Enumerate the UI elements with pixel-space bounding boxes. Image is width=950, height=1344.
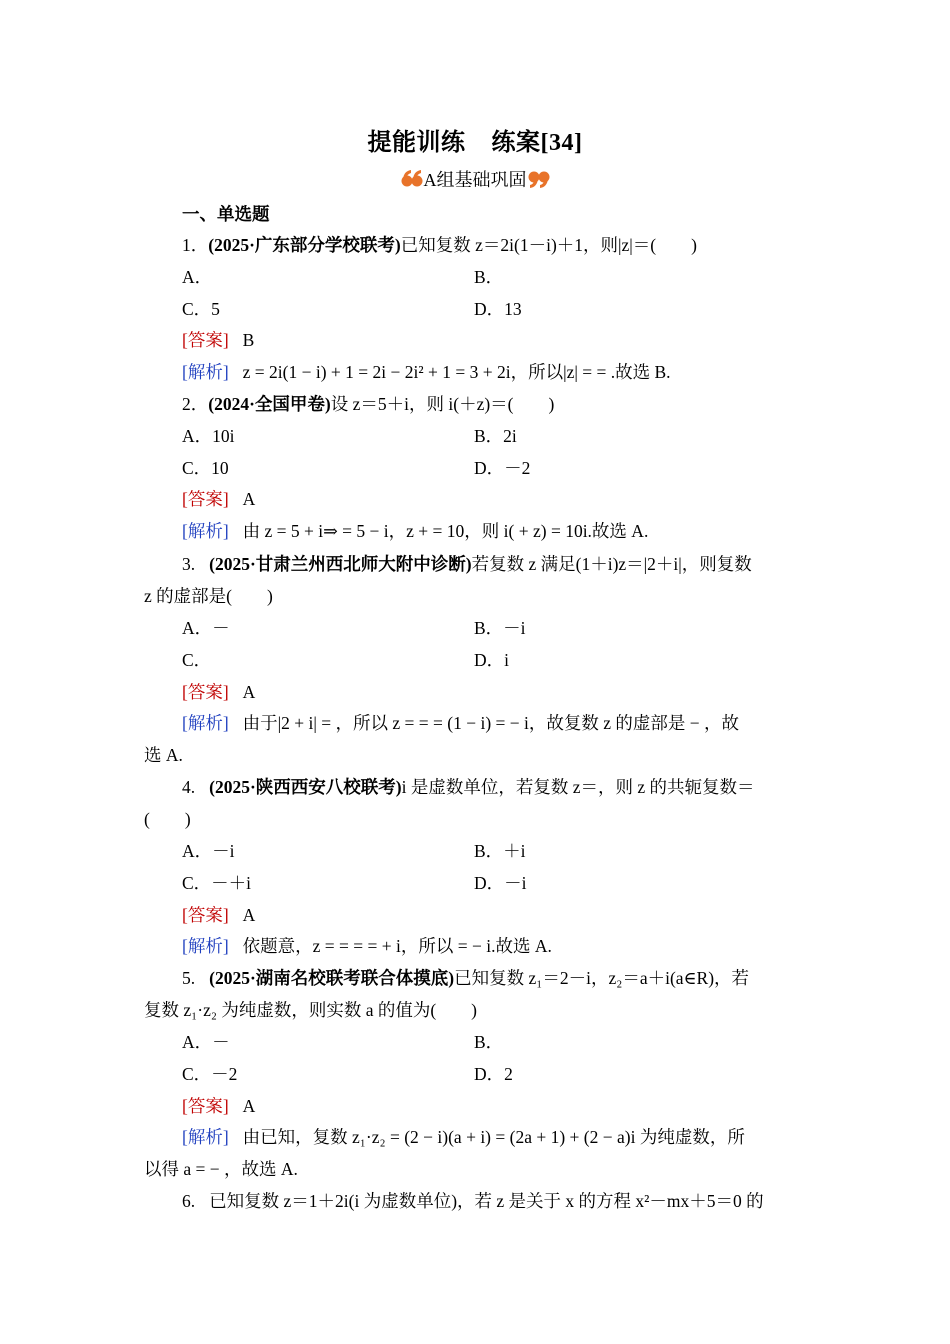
q3-stem-cont: z 的虚部是( ) [144,586,273,606]
q2-option-a: A．10i [182,426,235,446]
explanation-tag: [解析] [182,362,229,382]
q2-answer [182,487,255,511]
q5-option-d: D．2 [474,1064,513,1084]
page-title [0,122,950,157]
q4-option-d: D．－i [474,873,527,893]
quote-close-icon [527,167,551,191]
q3-option-c: C． [182,650,212,670]
title-sub: 练案[34] [491,130,583,156]
q1-option-d: D．13 [474,299,522,319]
q2-option-c: C．10 [182,458,229,478]
q2-stem: 设 z＝5＋i，则 i(＋z)＝( ) [330,394,555,414]
q1-answer [182,328,254,352]
q5-answer-value: A [242,1096,256,1116]
q5-explanation-text: 由已知，复数 z₁·z₂ = (2 − i)(a + i) = (2a + 1) + (2 − a)i 为纯虚数，所 [242,1127,745,1147]
q2-source: (2024·全国甲卷) [208,394,331,414]
section-heading: 一、单选题 [182,204,270,224]
q3-option-a: A．－ [182,618,230,638]
q6-num: 6. [182,1191,196,1211]
answer-tag: [答案] [182,905,229,925]
explanation-tag: [解析] [182,521,229,541]
q4-source: (2025·陕西西安八校联考) [209,777,402,797]
answer-tag: [答案] [182,489,229,509]
q5-option-b: B． [474,1032,504,1052]
q3-explanation [182,711,739,735]
explanation-tag: [解析] [182,936,229,956]
q3-source: (2025·甘肃兰州西北师大附中诊断) [209,554,472,574]
question-3 [182,552,752,576]
q1-option-c: C．5 [182,299,220,319]
q4-explanation-text: 依题意，z = = = = + i，所以 = − i.故选 A. [242,936,552,956]
q3-stem: 若复数 z 满足(1＋i)z＝|2＋i|，则复数 [471,554,752,574]
question-2 [182,392,554,416]
q4-stem: i 是虚数单位，若复数 z＝，则 z 的共轭复数＝ [401,777,755,797]
q1-answer-value: B [242,330,255,350]
q3-num: 3. [182,554,196,574]
q1-option-b: B． [474,267,504,287]
q1-explanation [182,360,671,384]
answer-tag: [答案] [182,1096,229,1116]
q3-answer-value: A [242,682,256,702]
q4-option-a: A．－i [182,841,235,861]
answer-tag: [答案] [182,682,229,702]
q1-num: 1． [182,235,209,255]
q5-option-a: A．－ [182,1032,230,1052]
question-1 [182,233,697,257]
q2-explanation-text: 由 z = 5 + i⇒ = 5 − i，z + = 10，则 i( + z) = 10i.故选 A. [242,521,649,541]
question-5 [182,966,749,990]
q5-stem: 已知复数 z₁＝2－i，z₂＝a＋i(a∈R)，若 [454,968,750,988]
q3-explanation-cont: 选 A. [144,745,183,765]
q1-explanation-text: z = 2i(1 − i) + 1 = 2i − 2i² + 1 = 3 + 2i，所以|z| = = .故选 B. [242,362,671,382]
q2-explanation [182,519,648,543]
title-main: 提能训练 [367,130,466,156]
q4-answer-value: A [242,905,256,925]
q4-explanation [182,934,552,958]
answer-tag: [答案] [182,330,229,350]
question-4 [182,775,755,799]
q2-option-d: D．－2 [474,458,531,478]
q5-stem-cont: 复数 z₁·z₂ 为纯虚数，则实数 a 的值为( ) [144,1000,477,1020]
q2-answer-value: A [242,489,256,509]
q5-source: (2025·湖南名校联考联合体摸底) [209,968,455,988]
q5-answer [182,1094,255,1118]
explanation-tag: [解析] [182,713,229,733]
q5-explanation-cont: 以得 a = − ，故选 A. [144,1159,298,1179]
q1-source: (2025·广东部分学校联考) [208,235,401,255]
q4-answer [182,903,255,927]
quote-open-icon [400,167,424,191]
q4-stem-cont: ( ) [144,809,191,829]
question-6 [182,1189,764,1213]
group-banner [0,166,950,192]
q5-num: 5. [182,968,196,988]
q1-stem: 已知复数 z＝2i(1－i)＋1，则|z|＝( ) [400,235,697,255]
q6-stem: 已知复数 z＝1＋2i(i 为虚数单位)，若 z 是关于 x 的方程 x²－mx＋5＝0 的 [209,1191,764,1211]
group-label: A组基础巩固 [423,170,527,190]
q2-option-b: B．2i [474,426,517,446]
q5-explanation [182,1125,745,1149]
q4-option-c: C．－＋i [182,873,252,893]
explanation-tag: [解析] [182,1127,229,1147]
q3-explanation-text: 由于|2 + i| = ，所以 z = = = (1 − i) = − i，故复数 z 的虚部是 − ，故 [242,713,740,733]
q4-num: 4. [182,777,196,797]
q3-option-d: D．i [474,650,509,670]
q3-option-b: B．－i [474,618,526,638]
q5-option-c: C．－2 [182,1064,238,1084]
q2-num: 2． [182,394,209,414]
q4-option-b: B．＋i [474,841,526,861]
q1-option-a: A． [182,267,213,287]
q3-answer [182,680,255,704]
